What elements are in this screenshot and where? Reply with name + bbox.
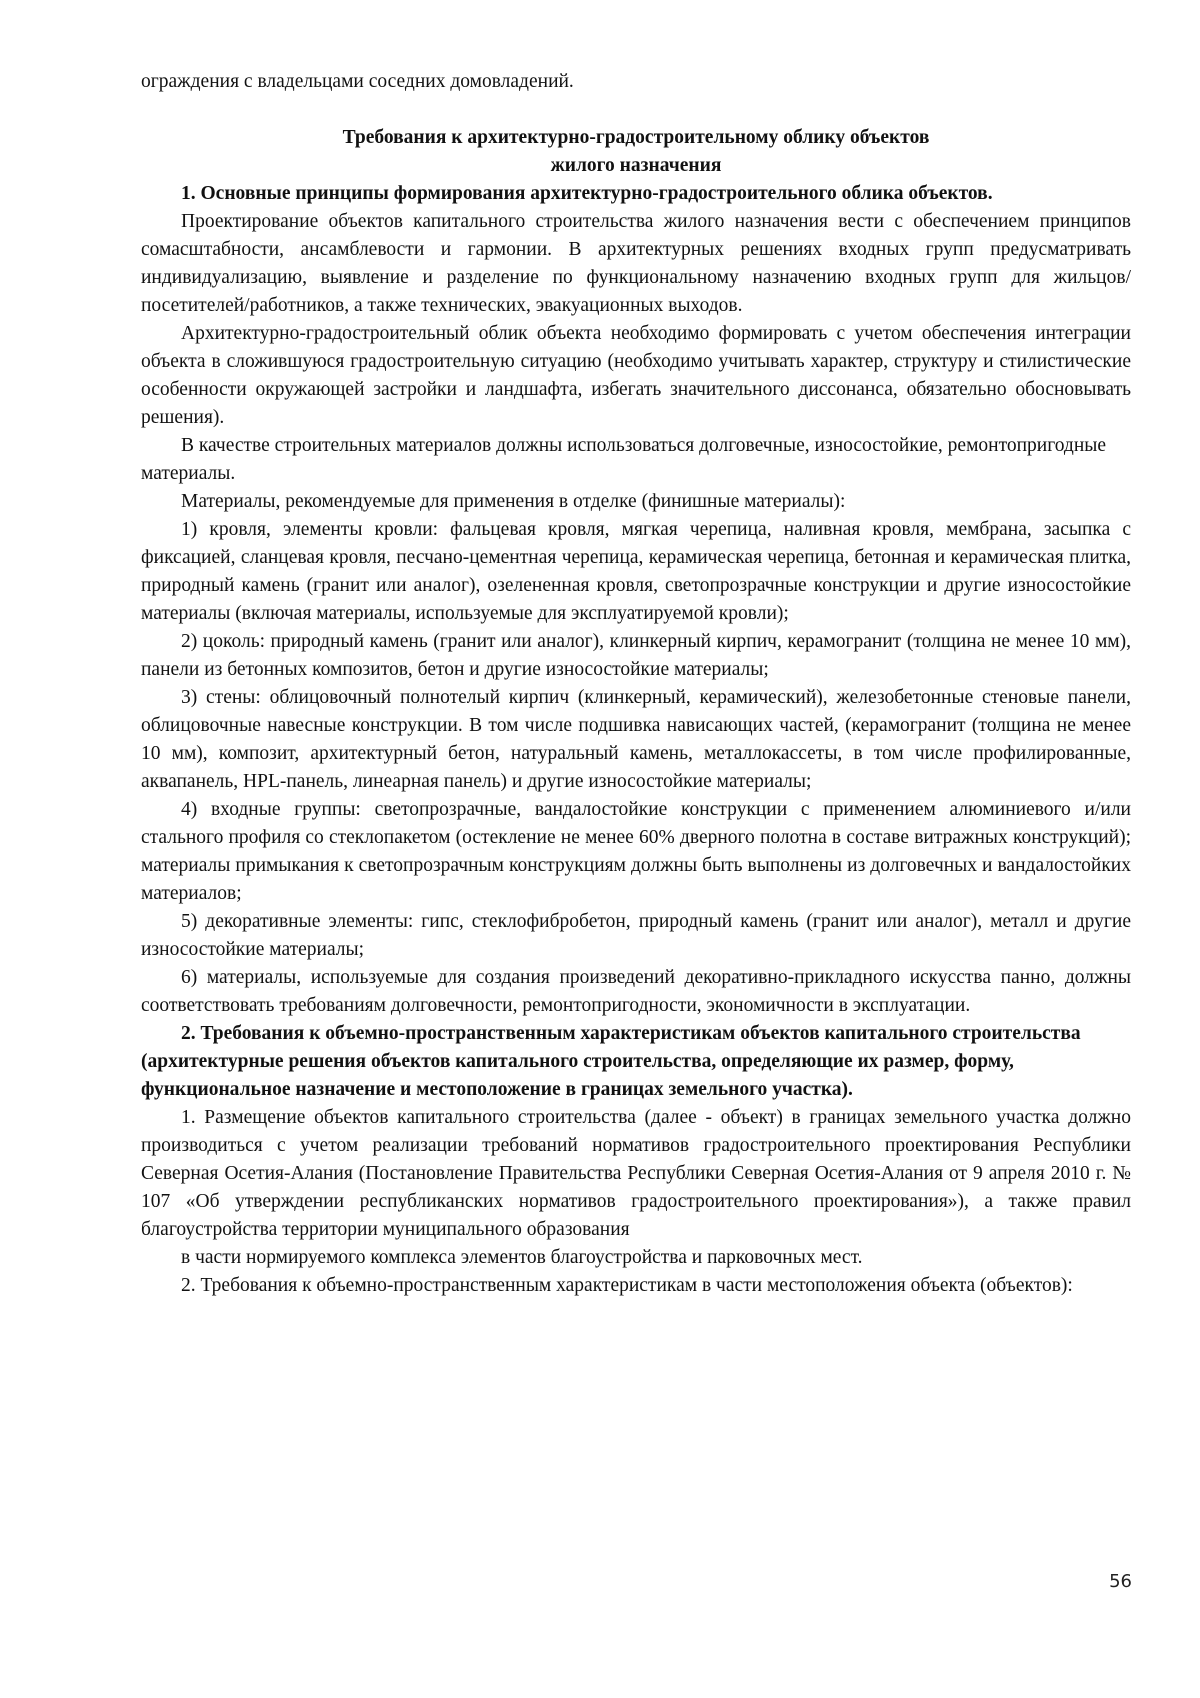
paragraph: Проектирование объектов капитального строительства жилого назначения вести с обеспечением принципов сомасштабности, ансамблевости и гармонии. В архитектурных решениях входных групп предусматривать индивидуализацию, выявление и разделение по функциональному назначению входных групп для жильцов/посетителей/работников, а также технических, эвакуационных выходов. [141,211,1131,316]
title-line-1: Требования к архитектурно-градостроительному облику объектов [342,127,930,148]
title-line-2: жилого назначения [550,155,722,176]
lead-line: ограждения с владельцами соседних домовладений. [141,71,574,92]
list-item: 4) входные группы: светопрозрачные, вандалостойкие конструкции с применением алюминиевого и/или стального профиля со стеклопакетом (остекление не менее 60% дверного полотна в составе витражных конструкций); материалы примыкания к светопрозрачным конструкциям должны быть выполнены из долговечных и вандалостойких материалов; [141,799,1131,904]
list-item: 1) кровля, элементы кровли: фальцевая кровля, мягкая черепица, наливная кровля, мембрана, засыпка с фиксацией, сланцевая кровля, песчано-цементная черепица, керамическая черепица, бетонная и керамическая плитка, природный камень (гранит или аналог), озелененная кровля, светопрозрачные конструкции и другие износостойкие материалы (включая материалы, используемые для эксплуатируемой кровли); [141,519,1131,624]
page-number: 56 [1109,1571,1132,1592]
list-item: 3) стены: облицовочный полнотелый кирпич (клинкерный, керамический), железобетонные стеновые панели, облицовочные навесные конструкции. В том числе подшивка нависающих частей, (керамогранит (толщина не менее 10 мм), композит, архитектурный бетон, натуральный камень, металлокассеты, в том числе профилированные, аквапанель, HPL-панель, линеарная панель) и другие износостойкие материалы; [141,687,1131,792]
section-2-heading: 2. Требования к объемно-пространственным характеристикам объектов капитального строительства (архитектурные решения объектов капитального строительства, определяющие их размер, форму, функциональное назначение и местоположение в границах земельного участка). [141,1023,1081,1100]
list-item: 6) материалы, используемые для создания произведений декоративно-прикладного искусства панно, должны соответствовать требованиям долговечности, ремонтопригодности, экономичности в эксплуатации. [141,967,1131,1016]
paragraph: Архитектурно-градостроительный облик объекта необходимо формировать с учетом обеспечения интеграции объекта в сложившуюся градостроительную ситуацию (необходимо учитывать характер, структуру и стилистические особенности окружающей застройки и ландшафта, избегать значительного диссонанса, обязательно обосновывать решения). [141,323,1131,428]
paragraph: 2. Требования к объемно-пространственным характеристикам в части местоположения объекта (объектов): [181,1275,1073,1296]
list-item: 2) цоколь: природный камень (гранит или аналог), клинкерный кирпич, керамогранит (толщина не менее 10 мм), панели из бетонных композитов, бетон и другие износостойкие материалы; [141,631,1131,680]
document-body [141,68,1131,1300]
paragraph: Материалы, рекомендуемые для применения в отделке (финишные материалы): [181,491,846,512]
document-title [141,124,1131,180]
paragraph: 1. Размещение объектов капитального строительства (далее - объект) в границах земельного участка должно производиться с учетом реализации требований нормативов градостроительного проектирования Республики Северная Осетия-Алания (Постановление Правительства Республики Северная Осетия-Алания от 9 апреля 2010 г. № 107 «Об утверждении республиканских нормативов градостроительного проектирования»), а также правил благоустройства территории муниципального образования [141,1107,1131,1240]
paragraph: В качестве строительных материалов должны использоваться долговечные, износостойкие, ремонтопригодные материалы. [141,435,1107,484]
section-1-heading: 1. Основные принципы формирования архитектурно-градостроительного облика объектов. [181,183,993,204]
paragraph: в части нормируемого комплекса элементов благоустройства и парковочных мест. [181,1247,863,1268]
list-item: 5) декоративные элементы: гипс, стеклофибробетон, природный камень (гранит или аналог), металл и другие износостойкие материалы; [141,911,1131,960]
